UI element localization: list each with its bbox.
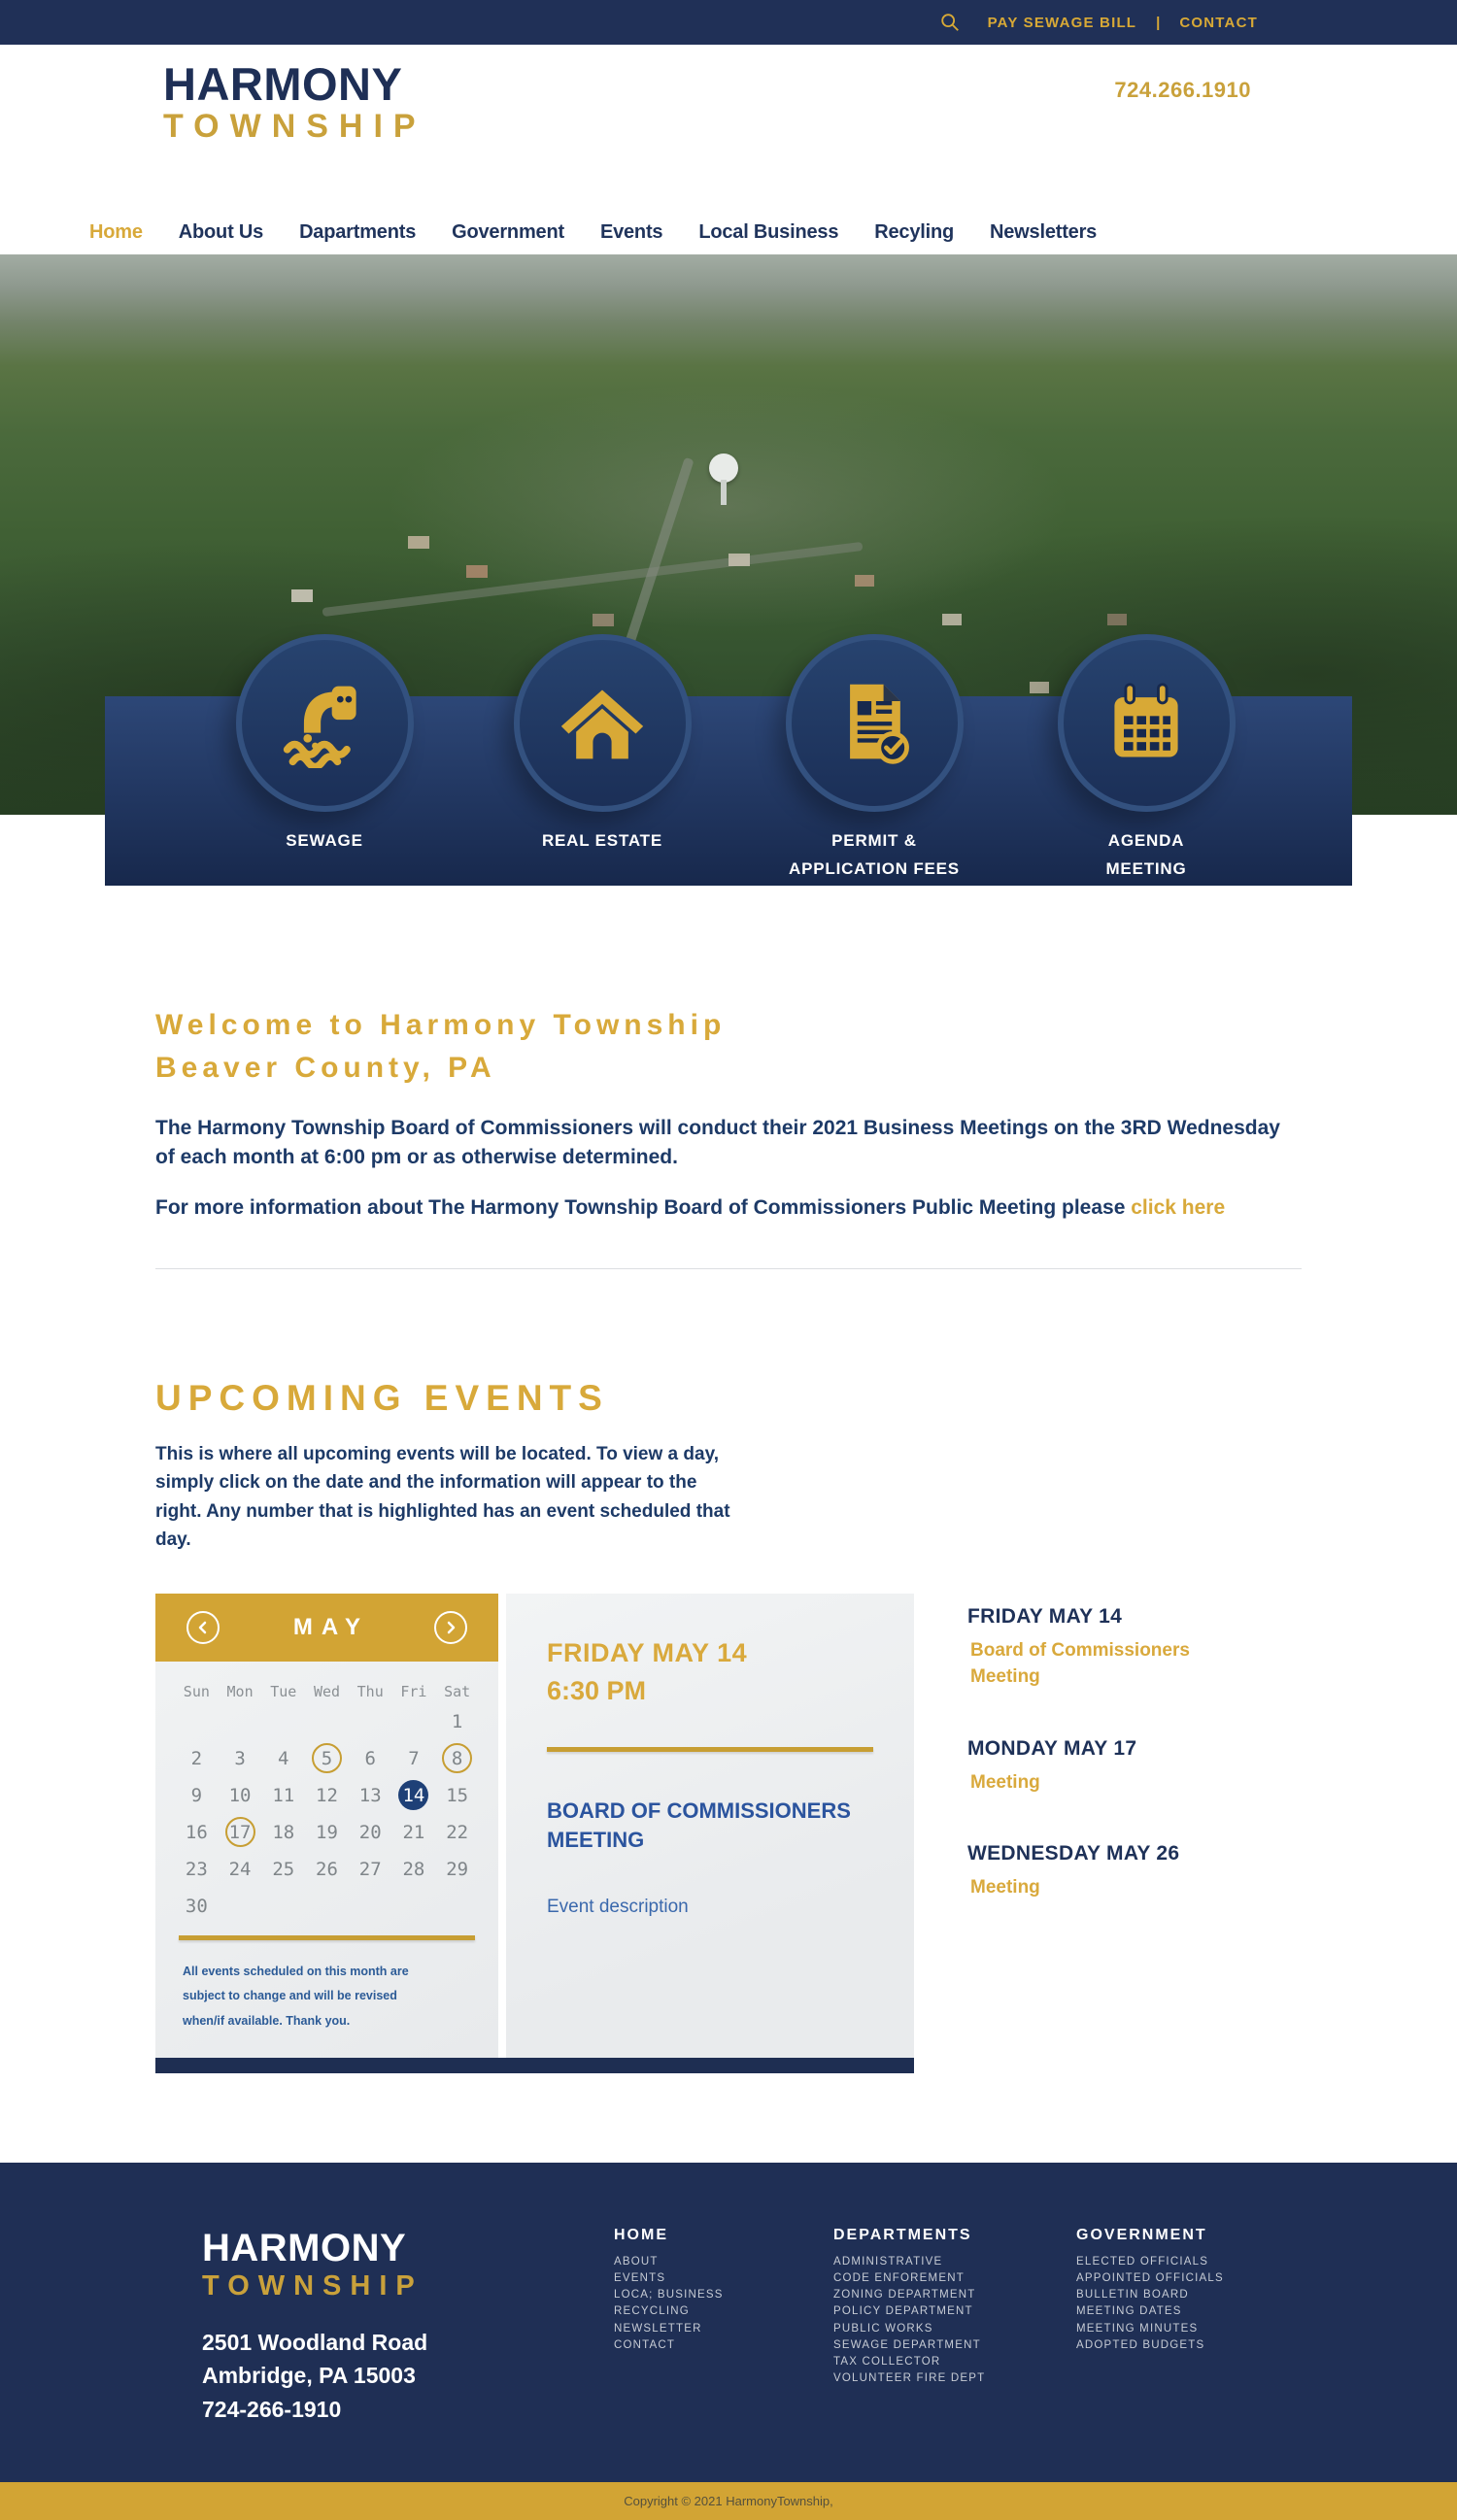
calendar-day-24[interactable]: 24 bbox=[228, 1858, 252, 1880]
topbar-separator: | bbox=[1156, 14, 1161, 31]
hero-detail-houses bbox=[855, 575, 874, 587]
permit-icon bbox=[786, 634, 964, 812]
footer-link-meeting-dates[interactable]: MEETING DATES bbox=[1076, 2305, 1182, 2318]
footer-logo-column bbox=[202, 2227, 614, 2427]
calendar-blank-cell bbox=[349, 1704, 392, 1739]
calendar-day-28[interactable]: 28 bbox=[402, 1858, 425, 1880]
footer-link-code-enforement[interactable]: CODE ENFOREMENT bbox=[833, 2271, 965, 2284]
event-detail-panel bbox=[506, 1594, 914, 2058]
event-list-title: Board of Commissioners Meeting bbox=[970, 1639, 1190, 1688]
calendar-day-5[interactable]: 5 bbox=[305, 1741, 349, 1776]
calendar-weekday: Sun bbox=[183, 1682, 210, 1700]
calendar-day-29[interactable]: 29 bbox=[446, 1858, 469, 1880]
calendar-weekday: Wed bbox=[313, 1682, 341, 1700]
home-icon bbox=[514, 634, 692, 812]
event-list-day: MONDAY MAY 17 bbox=[967, 1736, 1137, 1760]
click-here-link[interactable]: click here bbox=[1131, 1195, 1226, 1219]
calendar-day-18[interactable]: 18 bbox=[272, 1821, 295, 1843]
footer-link-bulletin-board[interactable]: BULLETIN BOARD bbox=[1076, 2289, 1189, 2301]
footer-link-elected-officials[interactable]: ELECTED OFFICIALS bbox=[1076, 2255, 1209, 2268]
search-icon[interactable] bbox=[939, 12, 961, 33]
footer-logo-line1: HARMONY bbox=[202, 2226, 407, 2269]
footer-link-newsletter[interactable]: NEWSLETTER bbox=[614, 2322, 702, 2335]
footer-link-volunteer-fire-dept[interactable]: VOLUNTEER FIRE DEPT bbox=[833, 2372, 986, 2385]
nav-item-home[interactable]: Home bbox=[89, 220, 143, 243]
calendar-icon bbox=[1058, 634, 1236, 812]
footer-column-heading[interactable]: GOVERNMENT bbox=[1076, 2226, 1207, 2243]
calendar-day-26[interactable]: 26 bbox=[316, 1858, 338, 1880]
copyright-bar bbox=[0, 2482, 1457, 2520]
calendar-grid bbox=[175, 1704, 479, 1924]
logo-line2: TOWNSHIP bbox=[163, 108, 426, 146]
event-detail-day: FRIDAY MAY 14 bbox=[547, 1637, 748, 1667]
calendar-day-22[interactable]: 22 bbox=[446, 1821, 469, 1843]
site-header bbox=[0, 45, 1457, 210]
calendar-weekday: Tue bbox=[270, 1682, 297, 1700]
footer-link-events[interactable]: EVENTS bbox=[614, 2271, 666, 2284]
welcome-more bbox=[155, 1196, 1302, 1220]
quicklink-agenda-meeting[interactable] bbox=[1020, 634, 1272, 884]
hero-detail-road bbox=[322, 542, 864, 617]
main-navigation bbox=[0, 210, 1457, 254]
footer-link-appointed-officials[interactable]: APPOINTED OFFICIALS bbox=[1076, 2271, 1224, 2284]
calendar-weekday: Mon bbox=[226, 1682, 254, 1700]
calendar-day-20[interactable]: 20 bbox=[358, 1821, 382, 1843]
nav-item-events[interactable]: Events bbox=[599, 220, 663, 243]
footer-link-public-works[interactable]: PUBLIC WORKS bbox=[833, 2322, 933, 2335]
calendar-day-27[interactable]: 27 bbox=[358, 1858, 382, 1880]
calendar-day-7[interactable]: 7 bbox=[408, 1747, 420, 1769]
calendar-weekdays bbox=[175, 1683, 479, 1700]
welcome-section bbox=[155, 1004, 1302, 1269]
calendar-note: All events scheduled on this month are subject to change and will be revised when/if available. Thank you. bbox=[183, 1964, 409, 2028]
calendar-panel bbox=[155, 1594, 498, 2058]
footer-column-government bbox=[1076, 2227, 1224, 2427]
quicklink-label: SEWAGE bbox=[286, 831, 363, 850]
nav-item-dapartments[interactable]: Dapartments bbox=[299, 220, 417, 243]
calendar-day-25[interactable]: 25 bbox=[272, 1858, 295, 1880]
site-logo[interactable] bbox=[163, 60, 426, 146]
footer-link-tax-collector[interactable]: TAX COLLECTOR bbox=[833, 2356, 941, 2368]
footer-address-line: 2501 Woodland Road bbox=[202, 2329, 428, 2355]
event-list-item-wednesday-may-26[interactable] bbox=[967, 1842, 1298, 1901]
calendar-weekday: Sat bbox=[444, 1682, 471, 1700]
calendar-month-label: MAY bbox=[292, 1613, 370, 1640]
welcome-heading-line1: Welcome to Harmony Township bbox=[155, 1009, 727, 1041]
calendar-day-16[interactable]: 16 bbox=[185, 1821, 208, 1843]
calendar-day-15[interactable]: 15 bbox=[446, 1784, 469, 1806]
calendar-day-21[interactable]: 21 bbox=[402, 1821, 425, 1843]
footer-link-contact[interactable]: CONTACT bbox=[614, 2338, 676, 2351]
upcoming-events-section bbox=[155, 1378, 1302, 1555]
welcome-heading bbox=[155, 1004, 1302, 1089]
quicklink-label: REAL ESTATE bbox=[541, 831, 663, 850]
logo-line1: HARMONY bbox=[163, 58, 403, 110]
nav-item-local-business[interactable]: Local Business bbox=[698, 220, 839, 243]
calendar-day-4[interactable]: 4 bbox=[278, 1747, 289, 1769]
calendar-day-13[interactable]: 13 bbox=[358, 1784, 382, 1806]
calendar-day-6[interactable]: 6 bbox=[364, 1747, 376, 1769]
footer-link-about[interactable]: ABOUT bbox=[614, 2255, 659, 2268]
calendar-day-10[interactable]: 10 bbox=[228, 1784, 252, 1806]
quicklink-real-estate[interactable] bbox=[476, 634, 728, 856]
section-divider bbox=[155, 1268, 1302, 1269]
quicklink-sewage[interactable] bbox=[198, 634, 451, 856]
event-detail-description: Event description bbox=[547, 1897, 689, 1918]
contact-link[interactable]: CONTACT bbox=[1179, 14, 1258, 31]
copyright-text: Copyright © 2021 HarmonyTownship, bbox=[624, 2494, 833, 2508]
calendar-body bbox=[155, 1662, 498, 1924]
footer-column-departments bbox=[833, 2227, 1076, 2427]
calendar-day-14[interactable]: 14 bbox=[392, 1778, 436, 1813]
events-panels bbox=[155, 1594, 914, 2073]
calendar-day-11[interactable]: 11 bbox=[272, 1784, 295, 1806]
welcome-heading-line2: Beaver County, PA bbox=[155, 1051, 496, 1084]
event-list-item-friday-may-14[interactable] bbox=[967, 1605, 1298, 1691]
event-detail-time: 6:30 PM bbox=[547, 1675, 647, 1705]
event-list-item-monday-may-17[interactable] bbox=[967, 1737, 1298, 1797]
calendar-day-23[interactable]: 23 bbox=[185, 1858, 208, 1880]
event-list-day: FRIDAY MAY 14 bbox=[967, 1604, 1123, 1628]
calendar-day-1[interactable]: 1 bbox=[451, 1710, 463, 1732]
event-list-day: WEDNESDAY MAY 26 bbox=[967, 1842, 1180, 1865]
hero-section bbox=[0, 254, 1457, 886]
event-detail-rule bbox=[547, 1747, 873, 1752]
quicklink-label: AGENDA MEETING bbox=[1105, 831, 1187, 878]
hero-detail-houses bbox=[408, 536, 429, 549]
calendar-day-30[interactable]: 30 bbox=[185, 1895, 208, 1917]
welcome-paragraph: The Harmony Township Board of Commissioners will conduct their 2021 Business Meetings on the 3RD Wednesday of each month at 6:00 pm or as otherwise determined. bbox=[155, 1117, 1280, 1169]
calendar-day-17[interactable]: 17 bbox=[219, 1815, 262, 1850]
calendar-day-12[interactable]: 12 bbox=[316, 1784, 338, 1806]
hero-detail-water-tower bbox=[709, 454, 738, 483]
upcoming-events-intro: This is where all upcoming events will be located. To view a day, simply click on the date and the information will appear to the right. Any number that is highlighted has an event scheduled that day. bbox=[155, 1443, 730, 1551]
event-list-title: Meeting bbox=[970, 1877, 1040, 1898]
footer-link-administrative[interactable]: ADMINISTRATIVE bbox=[833, 2255, 943, 2268]
calendar-weekday: Fri bbox=[400, 1682, 427, 1700]
hero-detail-water-tower bbox=[721, 480, 727, 505]
event-list bbox=[967, 1594, 1298, 1948]
calendar-day-2[interactable]: 2 bbox=[190, 1747, 203, 1769]
calendar-day-19[interactable]: 19 bbox=[316, 1821, 338, 1843]
footer-address bbox=[202, 2326, 614, 2427]
header-phone-number: 724.266.1910 bbox=[1114, 78, 1251, 102]
nav-item-newsletters[interactable]: Newsletters bbox=[990, 220, 1098, 243]
calendar-weekday: Thu bbox=[356, 1682, 384, 1700]
footer-link-columns bbox=[614, 2227, 1224, 2427]
footer-address-line: Ambridge, PA 15003 bbox=[202, 2363, 416, 2388]
calendar-blank-cell bbox=[219, 1704, 262, 1739]
site-footer bbox=[0, 2163, 1457, 2483]
footer-logo-line2: TOWNSHIP bbox=[202, 2269, 424, 2302]
upcoming-events-heading: UPCOMING EVENTS bbox=[155, 1377, 609, 1418]
quicklink-permit-application-fees[interactable] bbox=[748, 634, 1000, 884]
footer-address-line: 724-266-1910 bbox=[202, 2396, 342, 2422]
footer-column-heading[interactable]: DEPARTMENTS bbox=[833, 2226, 972, 2243]
footer-link-sewage-department[interactable]: SEWAGE DEPARTMENT bbox=[833, 2338, 981, 2351]
calendar-blank-cell bbox=[305, 1704, 349, 1739]
footer-link-adopted-budgets[interactable]: ADOPTED BUDGETS bbox=[1076, 2338, 1205, 2351]
nav-item-government[interactable]: Government bbox=[452, 220, 564, 243]
calendar-day-8[interactable]: 8 bbox=[435, 1741, 479, 1776]
chevron-left-icon[interactable] bbox=[186, 1611, 220, 1644]
panels-bottom-bar bbox=[155, 2058, 914, 2073]
event-list-title: Meeting bbox=[970, 1771, 1040, 1793]
footer-column-heading[interactable]: HOME bbox=[614, 2226, 668, 2243]
calendar-blank-cell bbox=[261, 1704, 305, 1739]
event-detail-title: BOARD OF COMMISSIONERS MEETING bbox=[547, 1798, 851, 1853]
welcome-more-text: For more information about The Harmony Township Board of Commissioners Public Meeting please bbox=[155, 1195, 1132, 1219]
footer-link-loca-business[interactable]: LOCA; BUSINESS bbox=[614, 2289, 724, 2301]
chevron-right-icon[interactable] bbox=[434, 1611, 467, 1644]
top-utility-bar bbox=[0, 0, 1457, 45]
quicklink-label: PERMIT & APPLICATION FEES bbox=[789, 831, 960, 878]
pay-sewage-bill-link[interactable]: PAY SEWAGE BILL bbox=[987, 14, 1137, 31]
footer-link-policy-department[interactable]: POLICY DEPARTMENT bbox=[833, 2305, 973, 2318]
footer-link-zoning-department[interactable]: ZONING DEPARTMENT bbox=[833, 2289, 976, 2301]
sewage-icon bbox=[236, 634, 414, 812]
footer-link-meeting-minutes[interactable]: MEETING MINUTES bbox=[1076, 2322, 1199, 2335]
nav-item-recyling[interactable]: Recyling bbox=[874, 220, 955, 243]
nav-item-about-us[interactable]: About Us bbox=[178, 220, 264, 243]
calendar-blank-cell bbox=[175, 1704, 219, 1739]
events-row bbox=[155, 1594, 1457, 2073]
calendar-day-9[interactable]: 9 bbox=[190, 1784, 203, 1806]
footer-link-recycling[interactable]: RECYCLING bbox=[614, 2305, 690, 2318]
calendar-blank-cell bbox=[392, 1704, 436, 1739]
calendar-header bbox=[155, 1594, 498, 1662]
calendar-day-3[interactable]: 3 bbox=[234, 1747, 246, 1769]
footer-column-home bbox=[614, 2227, 833, 2427]
